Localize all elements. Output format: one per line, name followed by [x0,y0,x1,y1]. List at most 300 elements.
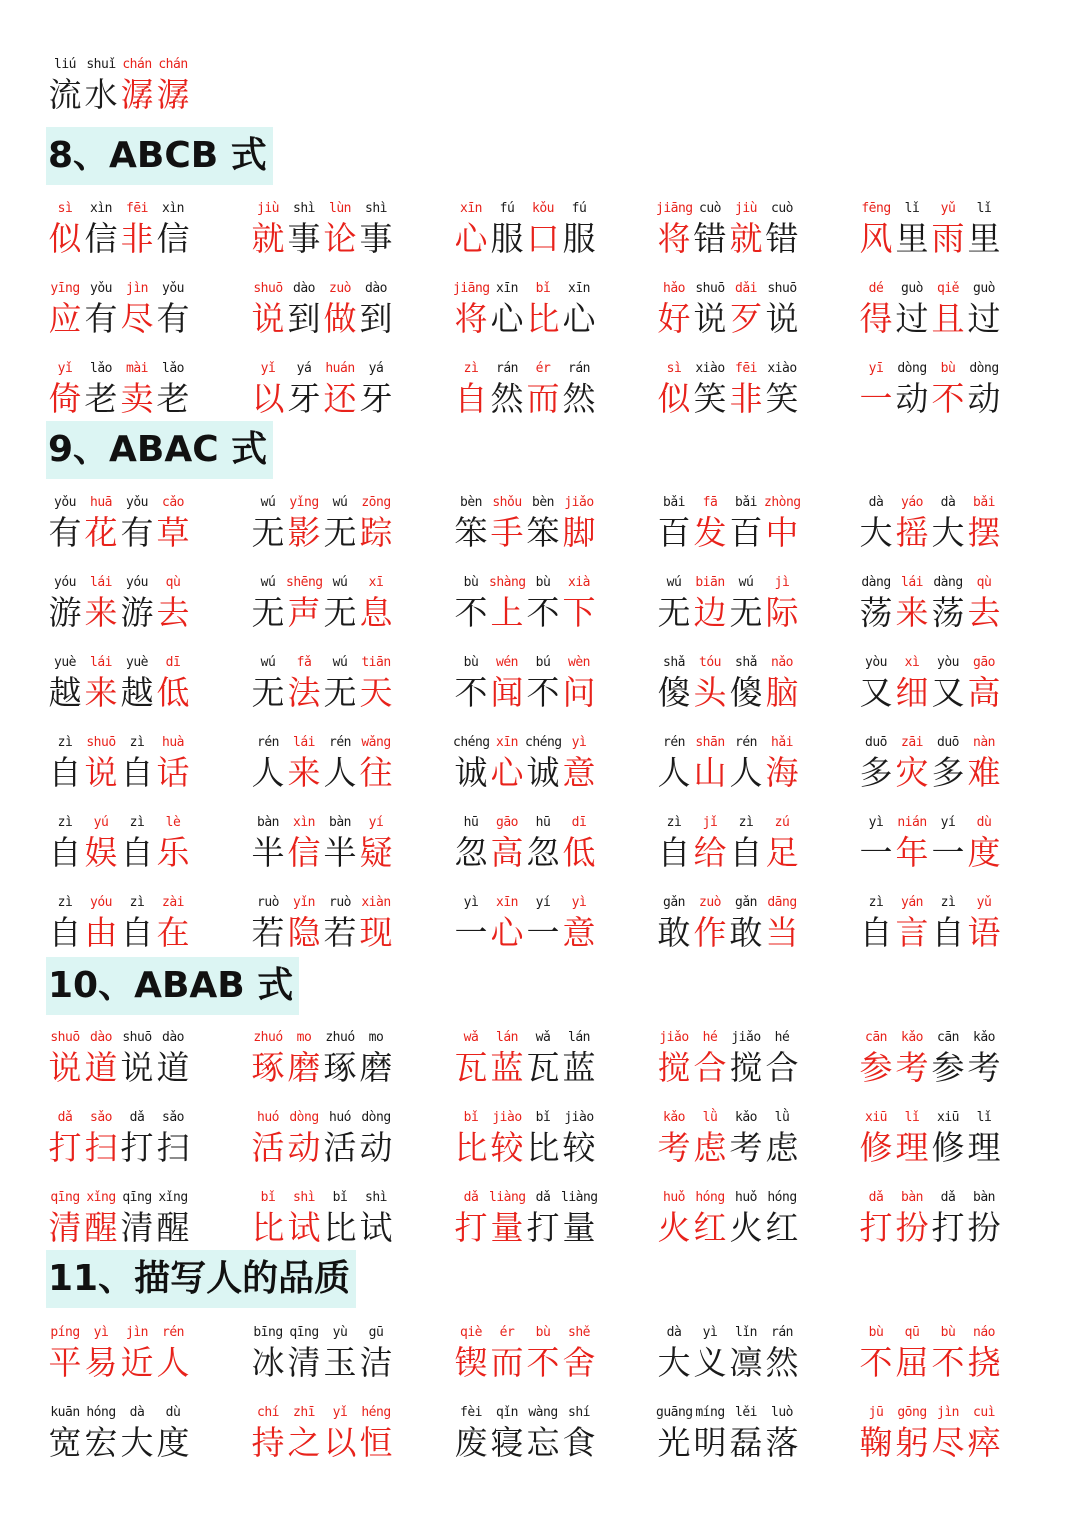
hanzi-line [453,1125,633,1171]
hanzi-character: 雨 [931,219,965,258]
pinyin-syllable: lǜ [702,1110,718,1125]
hanzi-character: 清 [120,1208,154,1247]
pinyin-syllable: gū [368,1325,384,1340]
hanzi-line [858,830,1038,876]
pinyin-syllable: yá [368,361,384,376]
hanzi-character: 上 [490,593,524,632]
pinyin-syllable: xǐng [86,1190,116,1205]
pinyin-syllable: dàng [933,575,963,590]
pinyin-syllable: qiě [937,281,959,296]
pinyin-syllable: jiāng [656,201,693,216]
hanzi-character: 水 [84,75,118,114]
pinyin-syllable: wú [332,495,348,510]
hanzi-character: 笨 [454,513,488,552]
hanzi-character: 有 [48,513,82,552]
hanzi-character: 考 [657,1128,691,1167]
idiom-cell [453,1185,633,1253]
hanzi-character: 比 [251,1208,285,1247]
pinyin-line [656,1185,836,1205]
pinyin-syllable: dào [365,281,387,296]
pinyin-syllable: shuō [50,1030,80,1045]
hanzi-character: 理 [967,1128,1001,1167]
hanzi-character: 越 [120,673,154,712]
hanzi-character: 红 [765,1208,799,1247]
hanzi-line [47,1045,227,1091]
hanzi-line [656,830,836,876]
pinyin-syllable: bǎi [663,495,685,510]
idiom-cell [858,650,1038,718]
idiom-cell [656,1320,836,1388]
pinyin-line [656,1320,836,1340]
idiom-cell [656,650,836,718]
hanzi-character: 流 [48,75,82,114]
pinyin-syllable: cuì [973,1405,995,1420]
pinyin-syllable: yǒu [90,281,112,296]
pinyin-syllable: bǐ [535,281,551,296]
pinyin-line [47,52,227,72]
pinyin-line [656,570,836,590]
pinyin-line [453,650,633,670]
pinyin-syllable: wǎng [361,735,391,750]
pinyin-syllable: lěi [735,1405,757,1420]
idiom-cell [250,810,430,878]
hanzi-line [656,510,836,556]
hanzi-character: 无 [323,513,357,552]
hanzi-line [858,1205,1038,1251]
hanzi-character: 似 [657,379,691,418]
pinyin-syllable: xiào [695,361,725,376]
pinyin-line [656,196,836,216]
pinyin-syllable: yǐ [332,1405,348,1420]
hanzi-character: 一 [931,833,965,872]
hanzi-character: 手 [490,513,524,552]
hanzi-character: 且 [931,299,965,338]
pinyin-syllable: tóu [699,655,721,670]
hanzi-character: 忽 [454,833,488,872]
pinyin-line [858,276,1038,296]
pinyin-syllable: yǐ [260,361,276,376]
pinyin-syllable: lái [90,655,112,670]
pinyin-syllable: liàng [489,1190,526,1205]
hanzi-character: 扮 [895,1208,929,1247]
hanzi-character: 不 [859,1343,893,1382]
pinyin-line [250,890,430,910]
pinyin-syllable: wǎ [463,1030,479,1045]
pinyin-syllable: bù [463,575,479,590]
pinyin-syllable: sì [666,361,682,376]
pinyin-syllable: zhī [293,1405,315,1420]
hanzi-line [453,1420,633,1466]
hanzi-character: 服 [562,219,596,258]
hanzi-line [47,216,227,262]
hanzi-character: 打 [526,1208,560,1247]
pinyin-line [453,890,633,910]
pinyin-syllable: wén [496,655,518,670]
hanzi-character: 比 [323,1208,357,1247]
pinyin-syllable: fā [702,495,718,510]
pinyin-syllable: bàn [901,1190,923,1205]
idiom-cell [250,196,430,264]
hanzi-line [453,1045,633,1091]
pinyin-syllable: zì [129,895,145,910]
pinyin-line [656,810,836,830]
hanzi-character: 现 [359,913,393,952]
hanzi-character: 无 [323,673,357,712]
pinyin-syllable: rán [568,361,590,376]
idiom-cell [453,490,633,558]
hanzi-character: 错 [693,219,727,258]
hanzi-character: 心 [454,219,488,258]
pinyin-syllable: lái [901,575,923,590]
hanzi-character: 中 [765,513,799,552]
hanzi-line [47,510,227,556]
hanzi-character: 宏 [84,1423,118,1462]
hanzi-line [47,376,227,422]
pinyin-syllable: zì [129,815,145,830]
hanzi-character: 笑 [765,379,799,418]
hanzi-character: 踪 [359,513,393,552]
hanzi-line [858,296,1038,342]
idiom-cell [250,490,430,558]
hanzi-line [47,72,227,118]
hanzi-character: 合 [693,1048,727,1087]
hanzi-character: 食 [562,1423,596,1462]
pinyin-line [453,1400,633,1420]
pinyin-line [858,1025,1038,1045]
hanzi-character: 来 [895,593,929,632]
hanzi-character: 牙 [359,379,393,418]
hanzi-character: 闻 [490,673,524,712]
pinyin-line [47,890,227,910]
pinyin-syllable: yī [868,361,884,376]
hanzi-character: 天 [359,673,393,712]
pinyin-line [47,1025,227,1045]
hanzi-character: 不 [931,1343,965,1382]
pinyin-syllable: yù [332,1325,348,1340]
pinyin-syllable: bǐ [535,1110,551,1125]
hanzi-character: 脑 [765,673,799,712]
hanzi-character: 娱 [84,833,118,872]
pinyin-syllable: rén [329,735,351,750]
hanzi-character: 废 [454,1423,488,1462]
pinyin-syllable: bù [940,361,956,376]
hanzi-character: 有 [84,299,118,338]
hanzi-character: 低 [156,673,190,712]
hanzi-character: 打 [120,1128,154,1167]
idiom-cell [656,1025,836,1093]
hanzi-character: 无 [251,593,285,632]
hanzi-character: 诚 [526,753,560,792]
hanzi-character: 将 [454,299,488,338]
pinyin-syllable: dào [293,281,315,296]
hanzi-character: 给 [693,833,727,872]
pinyin-syllable: xī [368,575,384,590]
pinyin-syllable: zì [738,815,754,830]
pinyin-syllable: bù [868,1325,884,1340]
idiom-cell [250,1400,430,1468]
idiom-cell [858,730,1038,798]
pinyin-syllable: dé [868,281,884,296]
hanzi-line [250,510,430,556]
pinyin-syllable: kǎo [901,1030,923,1045]
idiom-cell [250,276,430,344]
pinyin-syllable: jiào [564,1110,594,1125]
hanzi-character: 人 [657,753,691,792]
pinyin-syllable: xì [904,655,920,670]
hanzi-character: 灾 [895,753,929,792]
pinyin-line [656,1400,836,1420]
pinyin-syllable: rán [496,361,518,376]
pinyin-line [47,810,227,830]
idiom-cell [250,1185,430,1253]
pinyin-syllable: rán [771,1325,793,1340]
hanzi-character: 影 [287,513,321,552]
pinyin-syllable: gǎn [663,895,685,910]
hanzi-character: 锲 [454,1343,488,1382]
hanzi-character: 参 [859,1048,893,1087]
hanzi-character: 论 [323,219,357,258]
hanzi-line [250,910,430,956]
pinyin-syllable: hóng [695,1190,725,1205]
idiom-cell [47,490,227,558]
hanzi-character: 疑 [359,833,393,872]
hanzi-character: 心 [490,913,524,952]
pinyin-syllable: bù [463,655,479,670]
hanzi-character: 清 [287,1343,321,1382]
pinyin-syllable: zōng [361,495,391,510]
idiom-cell [453,810,633,878]
hanzi-character: 忘 [526,1423,560,1462]
pinyin-line [453,730,633,750]
pinyin-syllable: zì [57,895,73,910]
hanzi-character: 持 [251,1423,285,1462]
hanzi-character: 笑 [693,379,727,418]
hanzi-character: 口 [526,219,560,258]
idiom-cell [47,1400,227,1468]
pinyin-syllable: jiǎo [564,495,594,510]
idiom-cell [453,1105,633,1173]
pinyin-syllable: yì [702,1325,718,1340]
hanzi-character: 自 [48,913,82,952]
pinyin-line [250,730,430,750]
idiom-cell [858,570,1038,638]
pinyin-syllable: chéng [453,735,490,750]
hanzi-line [453,1340,633,1386]
pinyin-syllable: cuò [771,201,793,216]
pinyin-line [656,490,836,510]
idiom-cell [250,1105,430,1173]
hanzi-character: 说 [693,299,727,338]
idiom-cell [656,890,836,958]
hanzi-line [250,750,430,796]
pinyin-syllable: rén [663,735,685,750]
pinyin-syllable: jiāng [453,281,490,296]
hanzi-line [47,296,227,342]
hanzi-line [656,750,836,796]
pinyin-line [858,1105,1038,1125]
hanzi-line [47,1420,227,1466]
hanzi-character: 似 [48,219,82,258]
pinyin-line [453,1105,633,1125]
hanzi-character: 自 [120,833,154,872]
idiom-cell [250,730,430,798]
pinyin-syllable: rén [257,735,279,750]
pinyin-syllable: bú [535,655,551,670]
section-heading: 10、ABAB 式 [46,957,299,1015]
hanzi-line [47,750,227,796]
hanzi-line [858,376,1038,422]
pinyin-syllable: qīng [289,1325,319,1340]
hanzi-character: 高 [967,673,1001,712]
hanzi-character: 尽 [120,299,154,338]
hanzi-line [656,590,836,636]
pinyin-syllable: lǜ [774,1110,790,1125]
pinyin-syllable: dī [571,815,587,830]
hanzi-character: 参 [931,1048,965,1087]
hanzi-character: 还 [323,379,357,418]
hanzi-line [453,830,633,876]
hanzi-line [453,296,633,342]
hanzi-character: 敢 [729,913,763,952]
pinyin-syllable: jìn [937,1405,959,1420]
idiom-cell [858,196,1038,264]
pinyin-syllable: nián [897,815,927,830]
pinyin-syllable: xiū [865,1110,887,1125]
pinyin-syllable: tiān [361,655,391,670]
pinyin-syllable: zì [129,735,145,750]
pinyin-syllable: xīn [460,201,482,216]
pinyin-syllable: jǐ [702,815,718,830]
hanzi-character: 一 [526,913,560,952]
pinyin-syllable: luò [771,1405,793,1420]
hanzi-character: 冰 [251,1343,285,1382]
hanzi-character: 心 [490,753,524,792]
hanzi-character: 在 [156,913,190,952]
idiom-cell [656,730,836,798]
hanzi-character: 蓝 [490,1048,524,1087]
pinyin-line [858,730,1038,750]
pinyin-syllable: shǎ [663,655,685,670]
pinyin-syllable: qù [976,575,992,590]
hanzi-line [453,910,633,956]
hanzi-character: 无 [251,673,285,712]
pinyin-line [656,730,836,750]
pinyin-line [656,276,836,296]
pinyin-line [250,810,430,830]
pinyin-syllable: shàng [489,575,526,590]
hanzi-line [858,1420,1038,1466]
hanzi-character: 又 [931,673,965,712]
hanzi-character: 扫 [156,1128,190,1167]
pinyin-syllable: lǐ [904,201,920,216]
pinyin-syllable: fēi [735,361,757,376]
pinyin-syllable: shuō [253,281,283,296]
hanzi-character: 不 [454,593,488,632]
hanzi-character: 琢 [323,1048,357,1087]
hanzi-line [858,510,1038,556]
pinyin-syllable: jiào [492,1110,522,1125]
pinyin-syllable: xìn [162,201,184,216]
hanzi-character: 过 [967,299,1001,338]
hanzi-character: 修 [931,1128,965,1167]
pinyin-syllable: bù [535,575,551,590]
hanzi-character: 事 [287,219,321,258]
hanzi-character: 不 [526,1343,560,1382]
pinyin-syllable: lái [293,735,315,750]
hanzi-line [656,1420,836,1466]
pinyin-syllable: hé [774,1030,790,1045]
hanzi-character: 往 [359,753,393,792]
hanzi-line [858,1340,1038,1386]
pinyin-syllable: gāo [973,655,995,670]
idiom-cell [656,1105,836,1173]
pinyin-line [656,1105,836,1125]
hanzi-line [858,1125,1038,1171]
hanzi-line [453,510,633,556]
pinyin-syllable: jiǎo [731,1030,761,1045]
hanzi-character: 量 [490,1208,524,1247]
pinyin-syllable: zì [868,895,884,910]
idiom-cell [453,730,633,798]
hanzi-character: 就 [729,219,763,258]
pinyin-syllable: shuō [767,281,797,296]
hanzi-character: 醒 [156,1208,190,1247]
pinyin-syllable: huán [325,361,355,376]
hanzi-character: 自 [657,833,691,872]
pinyin-syllable: dòng [897,361,927,376]
hanzi-character: 比 [526,299,560,338]
hanzi-line [250,670,430,716]
pinyin-line [250,570,430,590]
pinyin-line [250,490,430,510]
hanzi-line [250,296,430,342]
hanzi-character: 诚 [454,753,488,792]
pinyin-line [47,650,227,670]
hanzi-line [453,376,633,422]
pinyin-line [250,356,430,376]
hanzi-character: 自 [120,913,154,952]
hanzi-character: 比 [526,1128,560,1167]
pinyin-line [453,1025,633,1045]
pinyin-line [250,650,430,670]
section-heading: 8、ABCB 式 [46,127,273,185]
pinyin-syllable: yuè [126,655,148,670]
idiom-cell [656,196,836,264]
pinyin-syllable: jìn [126,1325,148,1340]
pinyin-syllable: wèn [568,655,590,670]
pinyin-syllable: zú [774,815,790,830]
hanzi-character: 做 [323,299,357,338]
hanzi-character: 边 [693,593,727,632]
pinyin-syllable: chán [158,57,188,72]
pinyin-syllable: rén [162,1325,184,1340]
section-heading: 11、描写人的品质 [46,1250,356,1308]
hanzi-character: 虑 [693,1128,727,1167]
idiom-cell [656,570,836,638]
pinyin-syllable: dǎ [868,1190,884,1205]
hanzi-character: 活 [323,1128,357,1167]
pinyin-syllable: duō [937,735,959,750]
pinyin-line [858,570,1038,590]
idiom-cell [453,1320,633,1388]
hanzi-character: 度 [156,1423,190,1462]
pinyin-syllable: mo [296,1030,312,1045]
pinyin-syllable: yì [463,895,479,910]
pinyin-syllable: zì [57,735,73,750]
idiom-cell [656,276,836,344]
hanzi-line [656,216,836,262]
hanzi-character: 去 [156,593,190,632]
